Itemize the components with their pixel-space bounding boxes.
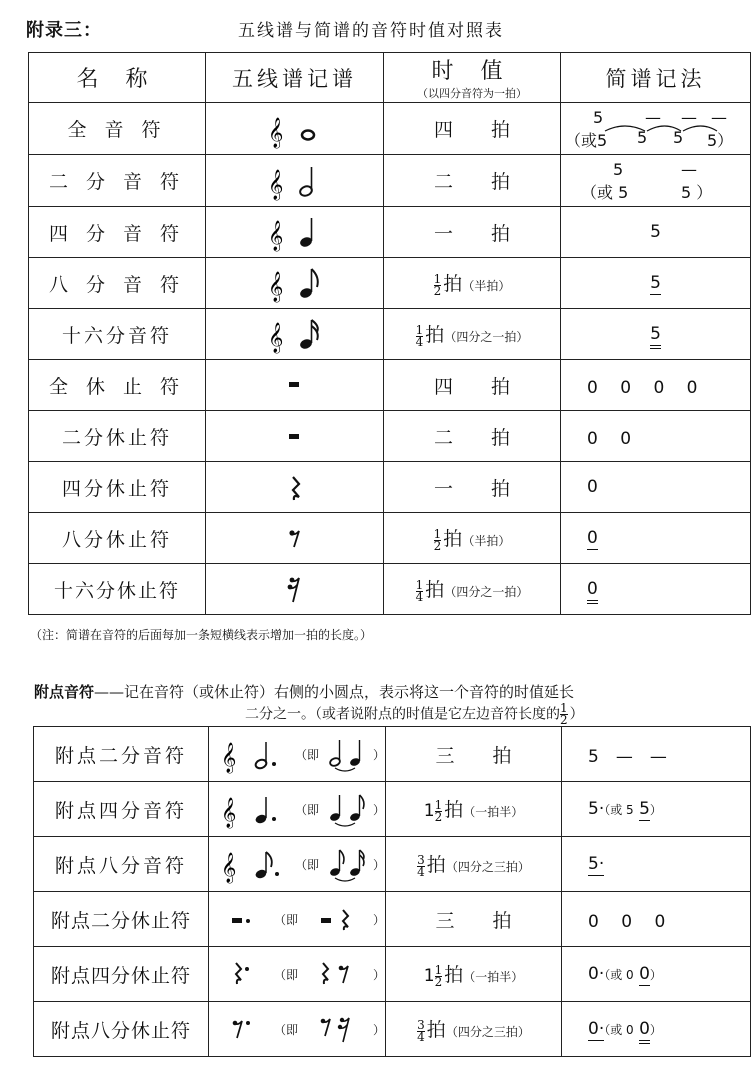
header-row	[29, 53, 751, 103]
staff-notation	[206, 207, 384, 258]
note-value: 四 拍	[384, 103, 561, 155]
quarter-note-icon	[260, 208, 330, 256]
jianpu: 5·	[562, 837, 751, 892]
table-row	[34, 782, 751, 837]
header-value: 时 值 （以四分音符为一拍）	[384, 53, 561, 103]
note-value-table	[28, 52, 751, 615]
sixteenth-note-icon	[260, 310, 330, 358]
note-name: 全 音 符	[29, 103, 206, 155]
jianpu	[561, 103, 751, 155]
note-name: 附点四分休止符	[34, 947, 209, 1002]
svg-text:𝄞: 𝄞	[267, 169, 283, 200]
note-name: 八 分 音 符	[29, 258, 206, 309]
whole-jianpu: 5 — — — （或5 5 5 5）	[565, 107, 734, 150]
table-row	[34, 1002, 751, 1057]
fraction: $\frac{1}{4}$	[415, 322, 424, 349]
svg-text:𝄞: 𝄞	[220, 743, 237, 773]
staff-notation: （即 ）	[209, 947, 386, 1002]
staff-notation: （即 ）	[209, 892, 386, 947]
jianpu	[561, 155, 751, 207]
note-value: 一 拍	[384, 207, 561, 258]
quarter-rest-icon	[275, 472, 315, 502]
fraction: $\frac{3}{4}$	[417, 852, 425, 879]
eighth-rest-icon	[275, 523, 315, 553]
staff-notation	[206, 513, 384, 564]
header-jianpu: 简谱记法	[561, 53, 751, 103]
note-name: 附点二分音符	[34, 727, 209, 782]
dotted-eighth-note-icon	[217, 840, 287, 888]
table-row	[29, 103, 751, 155]
note-value: $\frac{1}{4}$ 拍（四分之一拍）	[384, 309, 561, 360]
table-row	[29, 411, 751, 462]
header-staff: 五线谱记谱	[206, 53, 384, 103]
staff-notation	[206, 462, 384, 513]
staff-notation	[206, 564, 384, 615]
appendix-label: 附录三：	[26, 20, 102, 41]
dotted-note-table	[33, 726, 751, 1057]
fraction: $\frac{1}{2}$	[560, 701, 568, 727]
table-row	[29, 360, 751, 411]
svg-text:𝄞: 𝄞	[267, 221, 283, 251]
tied-notes-icon	[327, 844, 365, 884]
note-value: 三 拍	[386, 727, 562, 782]
rest-combination-icon	[315, 1012, 355, 1046]
note-name: 附点四分音符	[34, 782, 209, 837]
note-value: 三 拍	[386, 892, 562, 947]
staff-notation	[206, 360, 384, 411]
table-row	[34, 947, 751, 1002]
note-value: 1 $\frac{1}{2}$ 拍（一拍半）	[386, 782, 562, 837]
jianpu: 0	[561, 513, 751, 564]
table-row	[29, 258, 751, 309]
jianpu: 0	[561, 462, 751, 513]
table-row	[29, 207, 751, 258]
svg-text:𝄞: 𝄞	[267, 117, 283, 148]
whole-note-icon	[260, 105, 330, 153]
table-row	[34, 837, 751, 892]
staff-notation	[206, 411, 384, 462]
dotted-definition-line2: 二分之一。（或者说附点的时值是它左边音符长度的 $\frac{1}{2}$ ）	[245, 701, 584, 727]
tied-notes-icon	[327, 734, 365, 774]
rest-combination-icon	[315, 904, 355, 934]
note-value: 一 拍	[384, 462, 561, 513]
staff-notation	[206, 258, 384, 309]
rest-combination-icon	[315, 959, 355, 989]
page-title: 五线谱与简谱的音符时值对照表	[238, 21, 504, 41]
note-value: $\frac{3}{4}$ 拍（四分之三拍）	[386, 837, 562, 892]
note-name: 二 分 音 符	[29, 155, 206, 207]
staff-notation: （即 ）	[209, 1002, 386, 1057]
fraction: $\frac{3}{4}$	[417, 1017, 425, 1044]
header-name: 名 称	[29, 53, 206, 103]
staff-notation	[206, 309, 384, 360]
tied-notes-icon	[327, 789, 365, 829]
half-jianpu: 5 — （或 5 5 ）	[581, 159, 713, 202]
jianpu: 0	[561, 564, 751, 615]
staff-notation: 𝄞 （即 ）	[209, 782, 386, 837]
eighth-note-icon	[260, 259, 330, 307]
svg-text:𝄞: 𝄞	[267, 272, 283, 302]
fraction: $\frac{1}{2}$	[434, 962, 443, 989]
note-value: $\frac{3}{4}$ 拍（四分之三拍）	[386, 1002, 562, 1057]
sixteenth-rest-icon	[275, 572, 315, 606]
note-name: 八分休止符	[29, 513, 206, 564]
staff-notation: 𝄞 （即 ）	[209, 837, 386, 892]
svg-text:𝄞: 𝄞	[220, 798, 237, 828]
half-rest-icon	[275, 421, 315, 451]
footnote: （注：简谱在音符的后面每加一条短横线表示增加一拍的长度。）	[30, 628, 373, 642]
jianpu: 5·（或 5 5）	[562, 782, 751, 837]
table-row	[34, 727, 751, 782]
jianpu: 5 — —	[562, 727, 751, 782]
dotted-eighth-rest-icon	[226, 1014, 256, 1044]
staff-notation	[206, 103, 384, 155]
table-row	[29, 462, 751, 513]
table-row	[29, 564, 751, 615]
note-name: 四分休止符	[29, 462, 206, 513]
jianpu: 5	[561, 258, 751, 309]
table-row	[29, 155, 751, 207]
jianpu: 0 0 0	[562, 892, 751, 947]
note-name: 附点二分休止符	[34, 892, 209, 947]
dotted-half-note-icon	[217, 730, 287, 778]
table-row	[29, 513, 751, 564]
jianpu: 0 0 0 0	[561, 360, 751, 411]
note-value: 二 拍	[384, 411, 561, 462]
note-value: 二 拍	[384, 155, 561, 207]
whole-rest-icon	[275, 370, 315, 400]
staff-notation	[206, 155, 384, 207]
dotted-half-rest-icon	[226, 904, 256, 934]
dotted-quarter-note-icon	[217, 785, 287, 833]
fraction: $\frac{1}{4}$	[415, 577, 424, 604]
note-name: 附点八分休止符	[34, 1002, 209, 1057]
note-value: $\frac{1}{4}$ 拍（四分之一拍）	[384, 564, 561, 615]
jianpu: 5	[561, 207, 751, 258]
fraction: $\frac{1}{2}$	[433, 526, 442, 553]
dotted-quarter-rest-icon	[226, 959, 256, 989]
note-name: 四 分 音 符	[29, 207, 206, 258]
half-note-icon	[260, 157, 330, 205]
dotted-definition: 附点音符——记在音符（或休止符）右侧的小圆点，表示将这一个音符的时值延长	[34, 683, 575, 701]
table-row	[29, 309, 751, 360]
jianpu: 0·（或 0 0）	[562, 1002, 751, 1057]
note-value: $\frac{1}{2}$ 拍（半拍）	[384, 513, 561, 564]
table-row	[34, 892, 751, 947]
jianpu: 5	[561, 309, 751, 360]
note-value: $\frac{1}{2}$ 拍（半拍）	[384, 258, 561, 309]
svg-text:𝄞: 𝄞	[267, 323, 283, 353]
svg-text:𝄞: 𝄞	[220, 853, 237, 883]
fraction: $\frac{1}{2}$	[433, 271, 442, 298]
jianpu: 0 0	[561, 411, 751, 462]
note-name: 附点八分音符	[34, 837, 209, 892]
note-name: 十六分休止符	[29, 564, 206, 615]
note-value: 1 $\frac{1}{2}$ 拍（一拍半）	[386, 947, 562, 1002]
note-name: 二分休止符	[29, 411, 206, 462]
jianpu: 0·（或 0 0）	[562, 947, 751, 1002]
note-name: 全 休 止 符	[29, 360, 206, 411]
note-name: 十六分音符	[29, 309, 206, 360]
staff-notation: 𝄞 （即 ）	[209, 727, 386, 782]
fraction: $\frac{1}{2}$	[434, 797, 443, 824]
note-value: 四 拍	[384, 360, 561, 411]
